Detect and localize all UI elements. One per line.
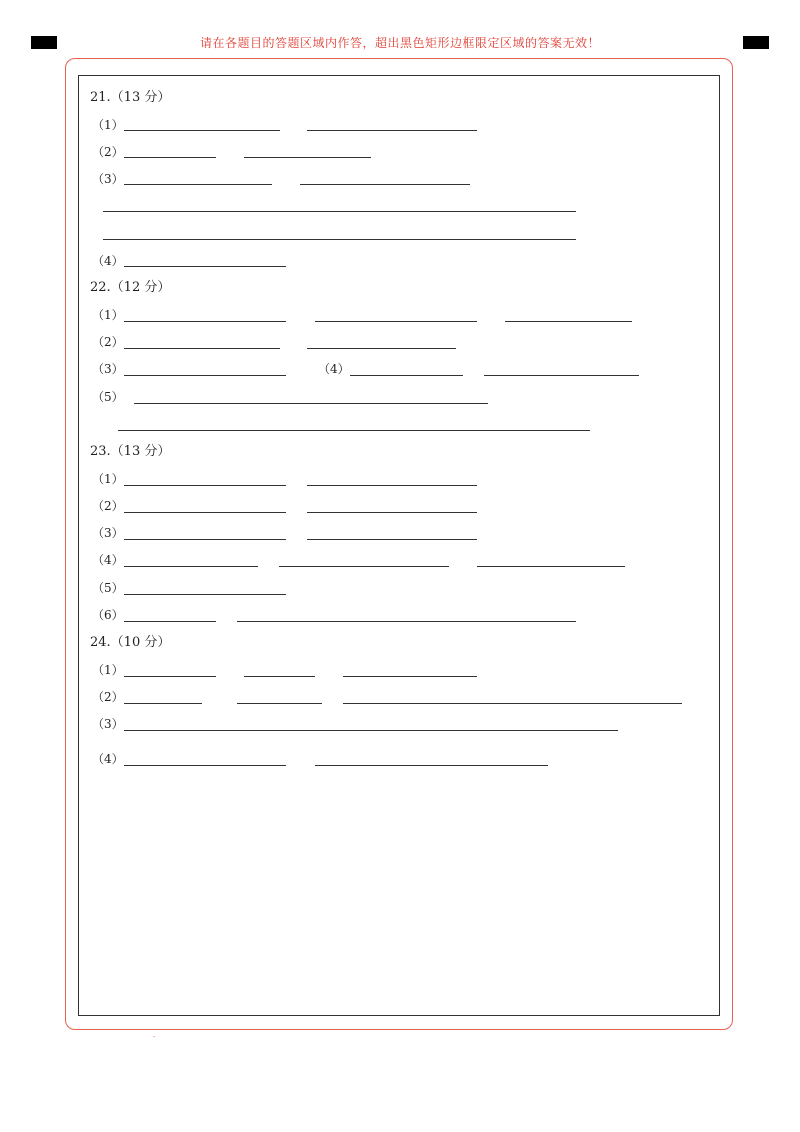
part-label: （4）	[92, 553, 124, 567]
part-label: （2）	[92, 499, 124, 513]
answer-blank[interactable]	[124, 765, 286, 766]
part-label: （6）	[92, 608, 124, 622]
answer-blank[interactable]	[124, 266, 286, 267]
answer-blank[interactable]	[307, 539, 477, 540]
answer-blank[interactable]	[103, 239, 576, 240]
answer-blank[interactable]	[118, 430, 590, 431]
part-label: （5）	[92, 581, 124, 595]
answer-blank[interactable]	[237, 621, 576, 622]
answer-blank[interactable]	[124, 321, 286, 322]
question-title: 23.（13 分）	[90, 444, 171, 459]
answer-blank[interactable]	[343, 676, 477, 677]
part-label: （4）	[318, 362, 350, 376]
answer-blank[interactable]	[124, 676, 216, 677]
answer-blank[interactable]	[124, 730, 618, 731]
answer-blank[interactable]	[124, 485, 286, 486]
answer-blank[interactable]	[307, 348, 456, 349]
part-label: （1）	[92, 472, 124, 486]
part-label: （2）	[92, 690, 124, 704]
answer-blank[interactable]	[124, 566, 258, 567]
part-label: （5）	[92, 390, 124, 404]
part-label: （4）	[92, 752, 124, 766]
part-label: （4）	[92, 254, 124, 268]
answer-blank[interactable]	[484, 375, 639, 376]
answer-blank[interactable]	[477, 566, 625, 567]
answer-blank[interactable]	[124, 703, 202, 704]
answer-blank[interactable]	[124, 539, 286, 540]
answer-blank[interactable]	[124, 184, 272, 185]
part-label: （3）	[92, 526, 124, 540]
answer-blank[interactable]	[315, 321, 477, 322]
answer-blank[interactable]	[343, 703, 682, 704]
part-label: （2）	[92, 335, 124, 349]
answer-blank[interactable]	[124, 621, 216, 622]
answer-blank[interactable]	[244, 676, 315, 677]
answer-blank[interactable]	[350, 375, 463, 376]
answer-blank[interactable]	[279, 566, 449, 567]
part-label: （3）	[92, 172, 124, 186]
question-title: 21.（13 分）	[90, 90, 171, 105]
answer-blank[interactable]	[134, 403, 488, 404]
part-label: （1）	[92, 118, 124, 132]
part-label: （3）	[92, 717, 124, 731]
answer-blank[interactable]	[300, 184, 470, 185]
footer-mark	[153, 1036, 155, 1037]
answer-blank[interactable]	[505, 321, 632, 322]
answer-area-frame	[78, 75, 720, 1016]
answer-blank[interactable]	[103, 211, 576, 212]
answer-area-notice: 请在各题目的答题区域内作答，超出黑色矩形边框限定区域的答案无效！	[199, 36, 600, 50]
answer-blank[interactable]	[124, 375, 286, 376]
part-label: （2）	[92, 145, 124, 159]
question-title: 24.（10 分）	[90, 635, 171, 650]
answer-blank[interactable]	[124, 512, 286, 513]
question-title: 22.（12 分）	[90, 280, 171, 295]
part-label: （1）	[92, 663, 124, 677]
part-label: （1）	[92, 308, 124, 322]
answer-blank[interactable]	[124, 594, 286, 595]
answer-blank[interactable]	[237, 703, 322, 704]
part-label: （3）	[92, 362, 124, 376]
answer-blank[interactable]	[124, 348, 280, 349]
answer-blank[interactable]	[307, 485, 477, 486]
answer-blank[interactable]	[124, 157, 216, 158]
answer-blank[interactable]	[315, 765, 548, 766]
answer-blank[interactable]	[244, 157, 371, 158]
answer-blank[interactable]	[307, 130, 477, 131]
answer-blank[interactable]	[124, 130, 280, 131]
answer-blank[interactable]	[307, 512, 477, 513]
